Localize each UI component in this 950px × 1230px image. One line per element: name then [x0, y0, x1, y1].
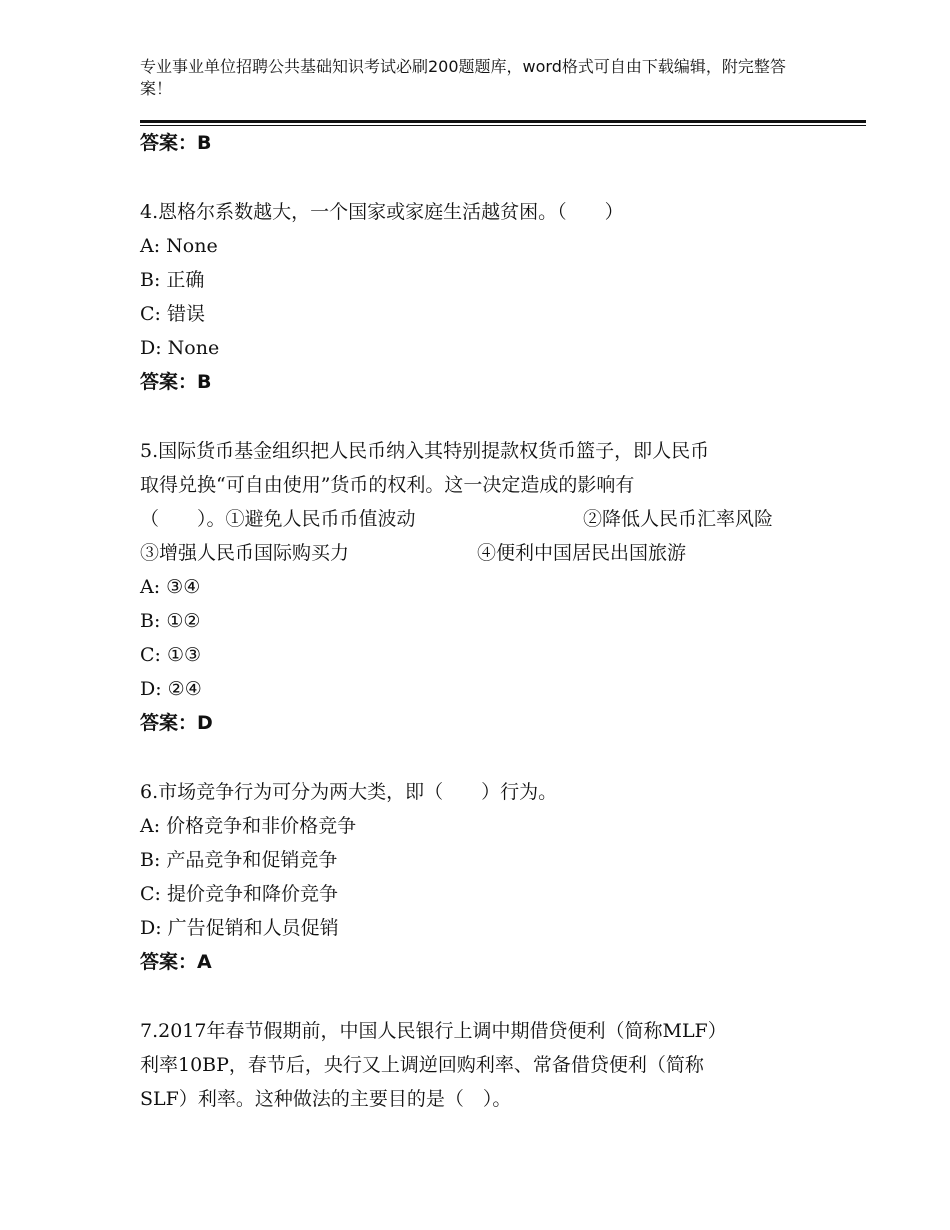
page-header: 专业事业单位招聘公共基础知识考试必刷200题题库，word格式可自由下载编辑，附完整答案！ — [140, 57, 786, 98]
question-5-option-d: D: ②④ — [140, 678, 202, 700]
question-4-stem: 4.恩格尔系数越大，一个国家或家庭生活越贫困。（ ） — [140, 201, 624, 223]
question-6-option-c: C: 提价竞争和降价竞争 — [140, 883, 338, 905]
answer-q6: 答案：A — [140, 951, 212, 973]
answer-q4: 答案：B — [140, 371, 212, 393]
question-5-option-a: A: ③④ — [140, 576, 201, 598]
question-7-stem-line2: 利率10BP，春节后，央行又上调逆回购利率、常备借贷便利（简称 — [140, 1054, 704, 1076]
question-5-stem-line3a: （ ）。①避免人民币币值波动 — [140, 508, 416, 530]
answer-q5: 答案：D — [140, 712, 213, 734]
question-6-option-a: A: 价格竞争和非价格竞争 — [140, 815, 357, 837]
question-6-stem: 6.市场竞争行为可分为两大类，即（ ）行为。 — [140, 781, 558, 803]
question-4-option-c: C: 错误 — [140, 303, 205, 325]
question-5-stem-line4a: ③增强人民币国际购买力 — [140, 542, 350, 564]
question-4-option-a: A: None — [140, 235, 218, 257]
question-5-stem-line1: 5.国际货币基金组织把人民币纳入其特别提款权货币篮子，即人民币 — [140, 440, 710, 462]
question-4-option-b: B: 正确 — [140, 269, 205, 291]
question-5-stem-line3b: ②降低人民币汇率风险 — [583, 508, 774, 530]
question-6-option-d: D: 广告促销和人员促销 — [140, 917, 339, 939]
question-4-option-d: D: None — [140, 337, 220, 359]
question-6-option-b: B: 产品竞争和促销竞争 — [140, 849, 338, 871]
question-7-stem-line3: SLF）利率。这种做法的主要目的是（ ）。 — [140, 1088, 512, 1110]
header-rule-thin — [140, 125, 866, 126]
header-rule-thick — [140, 120, 866, 123]
question-5-option-b: B: ①② — [140, 610, 201, 632]
question-5-option-c: C: ①③ — [140, 644, 202, 666]
answer-q3: 答案：B — [140, 132, 212, 154]
question-5-stem-line2: 取得兑换“可自由使用”货币的权利。这一决定造成的影响有 — [140, 474, 635, 496]
question-5-stem-line4b: ④便利中国居民出国旅游 — [477, 542, 687, 564]
question-7-stem-line1: 7.2017年春节假期前，中国人民银行上调中期借贷便利（简称MLF） — [140, 1020, 727, 1042]
